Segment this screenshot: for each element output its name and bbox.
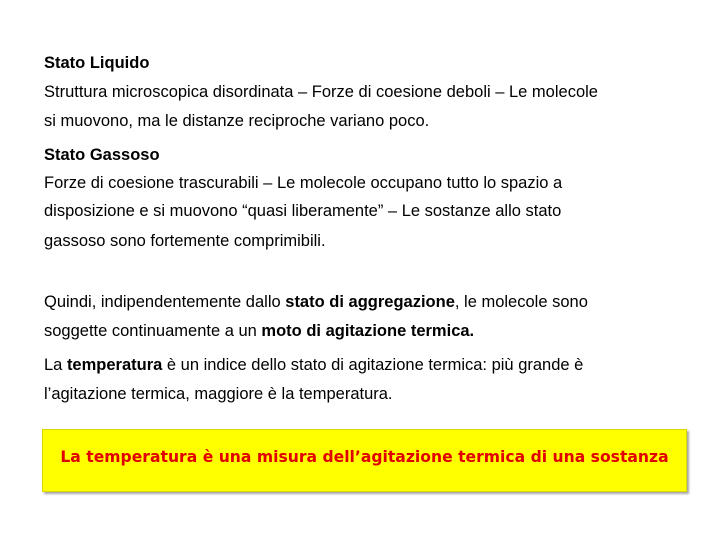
agitation-text-3: soggette continuamente a un bbox=[44, 322, 262, 340]
thermal-motion-bold: moto di agitazione termica. bbox=[261, 322, 475, 340]
temperature-text-2: è un indice dello stato di agitazione termica: più grande è bbox=[162, 356, 584, 374]
temperature-definition-text: La temperatura è una misura dell’agitazione termica di una sostanza bbox=[60, 448, 669, 466]
temperature-definition-box bbox=[42, 429, 687, 492]
temperature-bold: temperatura bbox=[66, 356, 163, 374]
gas-state-line-2: disposizione e si muovono “quasi liberamente” – Le sostanze allo stato bbox=[44, 202, 562, 220]
temperature-line-1 bbox=[44, 350, 684, 380]
agitation-text-2: , le molecole sono bbox=[454, 293, 588, 311]
liquid-state-line-1: Struttura microscopica disordinata – Forze di coesione deboli – Le molecole bbox=[44, 83, 598, 101]
liquid-state-heading: Stato Liquido bbox=[44, 54, 150, 72]
aggregation-state-bold: stato di aggregazione bbox=[285, 293, 455, 311]
gas-state-line-3: gassoso sono fortemente comprimibili. bbox=[44, 232, 326, 250]
agitation-text-1: Quindi, indipendentemente dallo bbox=[44, 293, 286, 311]
gas-state-line-1: Forze di coesione trascurabili – Le molecole occupano tutto lo spazio a bbox=[44, 174, 563, 192]
agitation-line-2 bbox=[44, 316, 684, 346]
temperature-text-1: La bbox=[44, 356, 67, 374]
agitation-line-1 bbox=[44, 287, 684, 317]
temperature-line-2: l’agitazione termica, maggiore è la temperatura. bbox=[44, 385, 393, 403]
liquid-state-line-2: si muovono, ma le distanze reciproche variano poco. bbox=[44, 112, 430, 130]
gas-state-heading: Stato Gassoso bbox=[44, 146, 160, 164]
